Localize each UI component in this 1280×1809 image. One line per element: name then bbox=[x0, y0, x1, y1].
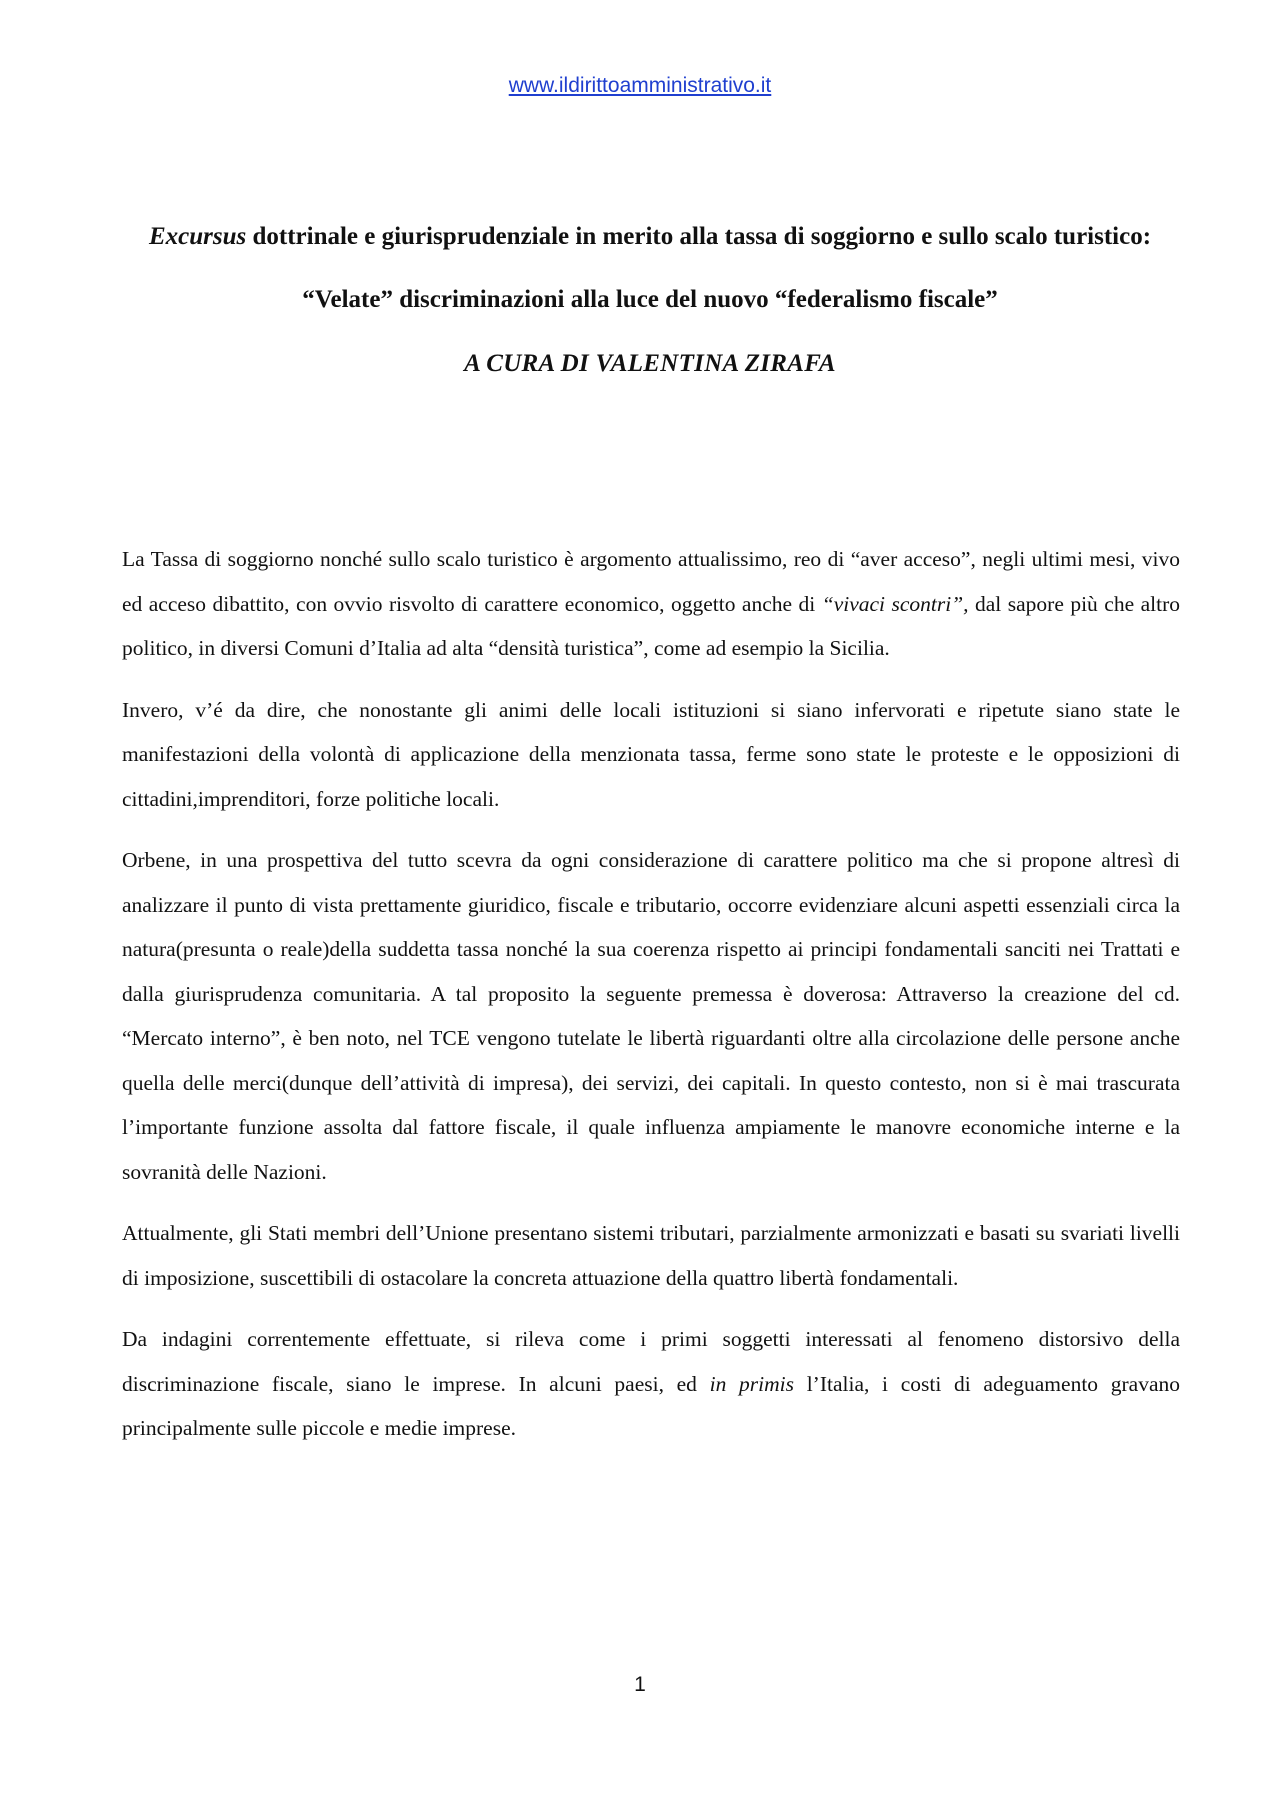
document-subtitle: “Velate” discriminazioni alla luce del nuovo “federalismo fiscale” bbox=[302, 286, 998, 313]
title-block bbox=[120, 212, 1180, 378]
paragraph-5-italic: in primis bbox=[709, 1371, 794, 1396]
paragraph-5-text-b: l’Italia, i costi di adeguamento gravano principalmente sulle piccole e medie imprese. bbox=[122, 1371, 1180, 1440]
paragraph-1-text-a: La Tassa di soggiorno nonché sullo scalo turistico è argomento attualissimo, reo di “aver acceso”, negli ultimi mesi, vivo ed acceso dibattito, con ovvio risvolto di carattere economico, oggetto anche di bbox=[122, 547, 1180, 616]
document-title bbox=[120, 212, 1180, 262]
paragraph-1-text-b: dal sapore più che altro politico, in diversi Comuni d’Italia ad alta “densità turistica”, come ad esempio la Sicilia. bbox=[122, 591, 1180, 660]
title-main-text: dottrinale e giurisprudenziale in merito alla tassa di soggiorno e sullo scalo turistico: bbox=[246, 223, 1152, 250]
body-text bbox=[122, 537, 1180, 1468]
page-number: 1 bbox=[634, 1673, 646, 1696]
page-header bbox=[0, 74, 1280, 98]
paragraph-3: Orbene, in una prospettiva del tutto scevra da ogni considerazione di carattere politico ma che si propone altresì di analizzare il punto di vista prettamente giuridico, fiscale e tributario, occorre evidenziare alcuni aspetti essenziali circa la natura(presunta o reale)della suddetta tassa nonché la sua coerenza rispetto ai principi fondamentali sanciti nei Trattati e dalla giurisprudenza comunitaria. A tal proposito la seguente premessa è doverosa: Attraverso la creazione del cd. “Mercato interno”, è ben noto, nel TCE vengono tutelate le libertà riguardanti oltre alla circolazione delle persone anche quella delle merci(dunque dell’attività di impresa), dei servizi, dei capitali. In questo contesto, non si è mai trascurata l’importante funzione assolta dal fattore fiscale, il quale influenza ampiamente le manovre economiche interne e la sovranità delle Nazioni. bbox=[122, 848, 1180, 1184]
paragraph-1 bbox=[122, 537, 1180, 671]
author-line: A CURA DI VALENTINA ZIRAFA bbox=[464, 350, 836, 377]
paragraph-1-italic: “vivaci scontri”, bbox=[821, 591, 969, 616]
paragraph-5-text-a: Da indagini correntemente effettuate, si rileva come i primi soggetti interessati al fenomeno distorsivo della discriminazione fiscale, siano le imprese. In alcuni paesi, ed bbox=[122, 1327, 1180, 1396]
paragraph-4: Attualmente, gli Stati membri dell’Unione presentano sistemi tributari, parzialmente armonizzati e basati su svariati livelli di imposizione, suscettibili di ostacolare la concreta attuazione della quattro libertà fondamentali. bbox=[122, 1221, 1180, 1290]
paragraph-5 bbox=[122, 1317, 1180, 1451]
title-italic-lead: Excursus bbox=[148, 223, 247, 250]
paragraph-2: Invero, v’é da dire, che nonostante gli animi delle locali istituzioni si siano infervorati e ripetute siano state le manifestazioni della volontà di applicazione della menzionata tassa, ferme sono state le proteste e le opposizioni di cittadini,imprenditori, forze politiche locali. bbox=[122, 697, 1180, 811]
site-link[interactable]: www.ildirittoamministrativo.it bbox=[508, 74, 772, 97]
